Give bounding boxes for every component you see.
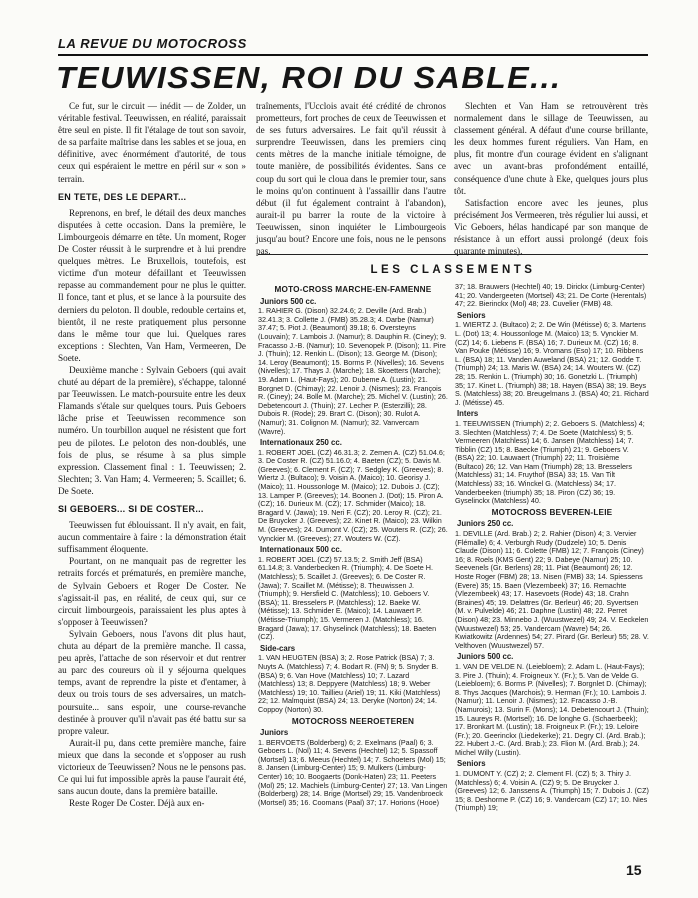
results-list: 1. VAN DE VELDE N. (Leiebloem); 2. Adam L. (Haut-Fays); 3. Pire J. (Thuin); 4. Froigneux Y. (Fr.); 5. Van de Velde G. (Leiebloem); 6. Borms P. (Nivelles); 7. Borgnlet D. (Chimay); 8. Thys Jacques (Marchois); 9. Herman (Fr.); 10. Lambois J. (Namur); 11. Lenoir J. (Nismes); 12. Fracasso J.-B. (Namurois); 13. Surin F. (Mons); 14. Debetencourt J. (Thuin); 15. Laureys R. (Mortsel); 16. De longhe G. (Schaerbeek); 17. Bronkart M. (Lustin); 18. Froigneux P. (Fr.); 19. Leloire (Fr.); 20. Geerinckx (Liedekerke); 21. Degry Cl. (Ard. Brab.); 22. Hubert J.-C. (Ard. Brab.); 23. Flion M. (Ard. Brab.); 24. Michel Willy (Lustin). <box>455 661 649 757</box>
results-category-heading: Juniors 250 cc. <box>457 519 514 529</box>
section-heading: EN TETE, DES LE DEPART... <box>58 191 187 202</box>
section-heading: SI GEBOERS... SI DE COSTER... <box>58 504 204 514</box>
results-category-heading: Internationaux 250 cc. <box>260 438 342 448</box>
article-paragraph: Satisfaction encore avec les jeunes, plus précisément Jos Vermeeren, très régulier lui aussi, et Vic Geboers, hélas handicapé par son manque de résistance à un effort aussi prolongé (deux fois quarante minutes). <box>454 197 648 257</box>
classements-title: LES CLASSEMENTS <box>370 264 536 276</box>
article-paragraph: Reste Roger De Coster. Déjà aux en- <box>69 798 205 809</box>
article-paragraph: Aurait-il pu, dans cette première manche, faire mieux que dans la seconde et s'opposer au rush victorieux de Teeuwissen? Nous ne le pensons pas. Ce qui lui fut impossible après la pause l'aurait été, sans aucun doute, dans la première bataille. <box>58 737 246 797</box>
results-column-2 <box>455 283 649 878</box>
article-paragraph: Slechten et Van Ham se retrouvèrent très normalement dans le sillage de Teeuwissen, au classement général. A défaut d'une course brillante, les deux hommes furent réguliers. Van Ham, en plus, fit montre d'un courage évident en s'alignant avec un avant-bras profondément entaillé, conséquence d'une chute à Eke, quelques jours plus tôt. <box>454 101 648 196</box>
results-list: 1. DUMONT Y. (CZ) 2; 2. Clement Fl. (CZ) 5; 3. Thiry J. (Matchless) 6; 4. Voisin A. (CZ) 9; 5. De Bruycker J. (Greeves) 12; 6. Janssens A. (Triumph) 15; 7. Dubois J. (CZ) 15; 8. Deshorme P. (CZ) 16; 9. Vandercam (CZ) 17; 10. Nies (Triumph) 19; <box>455 769 649 813</box>
results-list: 1. ROBERT JOEL (CZ) 46.31.3; 2. Zemen A. (CZ) 51.04.6; 3. De Coster R. (CZ) 51.16.0; 4. Baeten (CZ); 5. Davis M. (Greeves); 6. Clement F. (CZ); 7. Sedgley K. (Greeves); 8. Wiertz J. (Bultaco); 9. Voisin A. (Maico); 10. Georisy J. (Maico); 11. Houssonloge M. (Maico); 12. Dubois J. (CZ); 13. Lamper P. (Greeves); 14. Boonen J. (Dot); 15. Piron A. (CZ); 16. Durieux M. (CZ); 17. Schmider (Maico); 18. Bragard V. (Jawa); 19. Neri F. (CZ); 20. Leroy R. (CZ); 21. De Bruycker J. (Greeves); 22. Kinet R. (Maico); 23. Wilkin M. (Greeves); 24. Dumont V. (CZ); 25. Wouters R. (CZ); 26. Vynckier M. (Greeves); 27. Wouters W. (CZ). <box>258 447 448 543</box>
section-divider <box>258 254 648 255</box>
article-paragraph: Teeuwissen fut éblouissant. Il n'y avait, en fait, aucun commentaire à faire : la démonstration était suffisamment éloquente. <box>58 520 246 555</box>
article-column-2 <box>256 100 446 257</box>
article-title: TEUWISSEN, ROI DU SABLE... <box>56 60 562 95</box>
results-list: 1. RAHIER G. (Dison) 32.24.6; 2. Deville (Ard. Brab.) 32.41.3; 3. Collette J. (FMB) 35.28.3; 4. Darbe (Namur) 37.47; 5. Piot J. (Beaumont) 39.18; 6. Oversteyns (Louvain); 7. Lambois J. (Namur); 8. Dauphin R. (Ciney); 9. Fracasso J.-B. (Namur); 10. Sevenopek P. (Dison); 11. Pire J. (Thuin); 12. Renkin L. (Dison); 13. George M. (Dison); 14. Leroy (Beaumont); 15. Borms P. (Nivelles); 16. Sevens (Nivelles); 17. Thays J. (Marche); 18. Skoetters (Marche); 19. Adam L. (Haut-Fays); 20. Dubeme A. (Lustin); 21. Borgnet D. (Chimay); 22. Lenoir J. (Nismes); 23. François R. (Ciney); 24. Bolle M. (Marche); 25. Michel V. (Lustin); 26. Debetencourt J. (Thuin); 27. Lecher P. (Esterzilli); 28. Dubois R. (Rode); 29. Brart C. (Dison); 30. Rulot A. (Namur); 31. Colignon M. (Namur); 32. Vanvercam (Wavre). <box>258 306 448 436</box>
article-paragraph: traînements, l'Ucclois avait été crédité de chronos prometteurs, fort proches de ceux de Teeuwissen et de ses futurs adversaires. Le fait qu'il réussit à surprendre Teeuwissen, dans les premiers cinq cents mètres de la manche initiale témoigne, de toute manière, de possibilités évidentes. Sans ce coup du sort qui le cloua dans le premier tour, sans le moins qu'on continuent à l'assaillir dans l'autre début (il fut également contraint à l'abandon), aurait-il pu barrer la route de la victoire à Teeuwissen, sinon inquiéter le Limbourgeois jusqu'au bout? Encore une fois, nous ne le pensons pas. <box>256 101 446 257</box>
results-category-heading: Seniors <box>457 759 486 769</box>
results-list: 37; 18. Brauwers (Hechtel) 40; 19. Dirickx (Limburg-Center) 41; 20. Vandergeeten (Mortsel) 43; 21. De Corte (Herentals) 47; 22. Bierinckx (Mol) 48; 23. Cuvelier (FMB) 48. <box>455 282 647 309</box>
results-category-heading: Side-cars <box>260 643 296 653</box>
results-category-heading: Internationaux 500 cc. <box>260 545 342 555</box>
section-rubric: LA REVUE DU MOTOCROSS <box>58 36 648 56</box>
results-event-heading: MOTOCROSS BEVEREN-LEIE <box>491 507 613 517</box>
results-list: 1. ROBERT JOEL (CZ) 57.13.5; 2. Smith Jeff (BSA) 61.14.8; 3. Vanderbecken R. (Triumph); 4. De Soete H. (Matchless); 5. Scaillet J. (Greeves); 6. De Coster R. (Jawa); 7. Scaillet M. (Métisse); 8. Theuwissen J. (Triumph); 9. Hersfield C. (Matchless); 10. Geboers V. (BSA); 11. Bresselers P. (Matchless); 12. Baeke W. (Métisse); 13. Schmider E. (Maico); 14. Lauwaert P. (Métisse-Triumph); 15. Vermeren J. (Matchless); 16. Bragard (Jawa); 17. Ghyselinck (Matchless); 18. Baeten (CZ). <box>258 554 437 642</box>
article-paragraph: Deuxième manche : Sylvain Geboers (qui avait chuté au départ de la première), s'échappe, talonné par Teeuwissen. Le match-poursuite entre les deux Flamands s'étale sur quelques tours. Puis Geboers lâche prise et Teeuwissen recommence son numéro. Un tourbillon auquel ne résistent que fort peu de pilotes. Le peloton des non-doublés, une fois de plus, se résume à sa plus simple expression. Classement final : 1. Teeuwissen; 2. Slechten; 3. Van Ham; 4. Vermeeren; 5. Scaillet; 6. De Soete. <box>58 364 246 496</box>
results-event-heading: MOTO-CROSS MARCHE-EN-FAMENNE <box>274 285 432 294</box>
article-column-1 <box>58 100 246 870</box>
article-paragraph: Ce fut, sur le circuit — inédit — de Zolder, un véritable festival. Teeuwissen, en réalité, paraissait être seul en piste. Il fit l'étalage de tout son savoir, de sa parfaite maîtrise dans les sables et se joua, en définitive, avec énormément d'autorité, de tous ceux qui espéraient le mettre en péril sur « son » terrain. <box>58 101 246 184</box>
results-category-heading: Juniors <box>260 728 289 738</box>
results-list: 1. DEVILLE (Ard. Brab.) 2; 2. Rahier (Dison) 4; 3. Vervier (Flémalle) 6; 4. Verburgh Rudy (Dudzele) 10; 5. Denis Claude (Dison) 11; 6. Colette (FMB) 12; 7. François (Ciney) 16; 8. Roels (KMS Gent) 22; 9. Dabeye (Namur) 25; 10. Seevenels (Gr. Berlens) 28; 11. Piat (Beaumont) 26; 12. Hoste Roger (FBM) 28; 13. Nisen (FMB) 33; 14. Spiessens (Evere) 35; 15. Baen (Vlezembeek) 37; 16. Remachte (Vlezembeek) 43; 17. Hasevoets (Rode) 43; 18. Crahn (Braines) 45; 19. Delattres (Gr. Berleur) 46; 20. Syvertsen (M. v. Pulvelde) 46; 21. Daphne (Lustin) 48; 22. Perret (Dison) 48; 23. Minnebo J. (Wuustwezel) 49; 24. V. Eeckelen (Wuustwezel) 53; 25. Vandercam (Wavre) 54; 26. Kwiatkowitz (Ardennes) 54; 27. Pirard (Gr. Berleur) 55; 28. V. Velthoven (Wuustwezel) 57. <box>455 529 649 650</box>
results-category-heading: Juniors 500 cc. <box>260 296 317 306</box>
results-event-heading: MOTOCROSS NEEROETEREN <box>291 716 415 726</box>
results-category-heading: Seniors <box>457 310 486 320</box>
results-list: 1. BERVOETS (Bolderberg) 6; 2. Exelmans (Paal) 6; 3. Geboers L. (Nol) 11; 4. Sevens (Hechtel) 12; 5. Spassoff (Mortsel) 13; 6. Meeus (Hechtel) 14; 7. Schoeters (Mol) 15; 8. Jansen (Limburg-Center) 15; 9. Mulkers (Limburg-Center) 16; 10. Boogaerts (Donk-Haten) 23; 11. Peeters (Mol) 25; 12. Machiels (Limburg-Center) 27; 13. Van Lingen (Bolderberg) 28; 14. Brige (Mortsel) 29; 15. Vandenbroeck (Mortsel) 35; 16. Coomans (Paal) 37; 17. Horions (Hooe) <box>258 737 448 807</box>
article-paragraph: Pourtant, on ne manquait pas de regretter les retraits forcés et prématurés, en première manche, de Sylvain Geboers et Roger De Coster. Ne s'agissait-il pas, en réalité, de ceux qui, sur ce circuit limbourgeois, paraissaient les plus aptes à s'opposer à Teeuwissen? <box>58 556 246 627</box>
results-list: 1. VAN HEUGTEN (BSA) 3; 2. Rose Patrick (BSA) 7; 3. Nuyts A. (Matchless) 7; 4. Bodart R. (FN) 9; 5. Snyder B. (BSA) 9; 6. Van Hove (Matchless) 10; 7. Lazard (Matchless) 13; 8. Deppyere (Matchless) 18; 9. Weber (Matchless) 19; 10. Taillieu (Ariel) 19; 11. Kiki (Matchless) 22; 12. Malmquist (BSA) 24; 13. Deryke (Norton) 24; 14. Coppoy (Norton) 30. <box>258 653 441 714</box>
article-column-3 <box>454 100 648 257</box>
article-paragraph: Sylvain Geboers, nous l'avons dit plus haut, chuta au départ de la première manche. Il cassa, peu après, l'attache de son réservoir et dut rentrer au parc des coureurs où il y séjourna quelques temps, avant de reprendre la piste et d'entamer, à deux ou trois tours de ses adversaires, un match-poursuite... sans espoir, une course-revanche destinée à prouver qu'il n'avait pas été battu sur sa propre valeur. <box>58 628 246 736</box>
results-column-1 <box>258 283 448 878</box>
results-list: 1. WIERTZ J. (Bultaco) 2; 2. De Win (Métisse) 6; 3. Martens L. (Dot) 13; 4. Houssonloge M. (Maico) 13; 5. Vynckier M. (CZ) 14; 6. Liebens F. (BSA) 16; 7. Durieux M. (CZ) 16; 8. Van Pouke (Métisse) 16; 9. Vromans (Eso) 17; 10. Ribbens L. (BSA) 18; 11. Vanden Auweland (BSA) 21; 12. Godde T. (Triumph) 24; 13. Maris W. (BSA) 24; 14. Wouters W. (CZ) 28; 15. Renkin L. (Triumph) 30; 16. Gonetzki L. (Triumph) 35; 17. Kinet L. (Triumph) 38; 18. Hayen (BSA) 38; 19. Beys S. (Matchless) 38; 20. Breugelmans J. (BSA) 40; 21. Richard J. (Métisse) 45. <box>455 320 649 407</box>
results-category-heading: Inters <box>457 409 479 419</box>
results-category-heading: Juniors 500 cc. <box>457 652 514 662</box>
results-list: 1. TEEUWISSEN (Triumph) 2; 2. Geboers S. (Matchless) 4; 3. Slechten (Matchless) 7; 4. De Soete (Matchless) 9; 5. Vermeeren (Matchless) 14; 6. Jansen (Matchless) 14; 7. Tibblin (CZ) 15; 8. Baecke (Triumph) 21; 9. Geboers V. (BSA) 22; 10. Lauwaert (Triumph) 22; 11. Troisième (Bultaco) 26; 12. Van Ham (Triumph) 28; 13. Bresselers (Matchless) 31; 14. Fruythof (BSA) 33; 15. Van Tilt (Matchless) 33; 16. Winckel G. (Matchless) 34; 17. Vanderbeeken (triumph) 35; 18. Piron (CZ) 36; 19. Gyselinckx (Matchless) 40. <box>455 418 645 506</box>
article-paragraph: Reprenons, en bref, le détail des deux manches disputées à cette occasion. Dans la première, le Limbourgeois démarre en tête. Un moment, Roger De Coster réussit à le surprendre et à lui prendre quelques mètres. Le Bruxellois, toutefois, est victime d'un moteur défaillant et Teeuwissen repasse au commandement pour ne plus le quitter. Il fonce, tant et plus, et se lance à la poursuite des derniers du peloton. Il double, redouble certains et, bientôt, il ne reste pratiquement plus personne dans le même tour que lui. Quelques rares exceptions : Slechten, Van Ham, Vermeeren, De Soete. <box>58 207 246 363</box>
page-number: 15 <box>626 862 642 878</box>
